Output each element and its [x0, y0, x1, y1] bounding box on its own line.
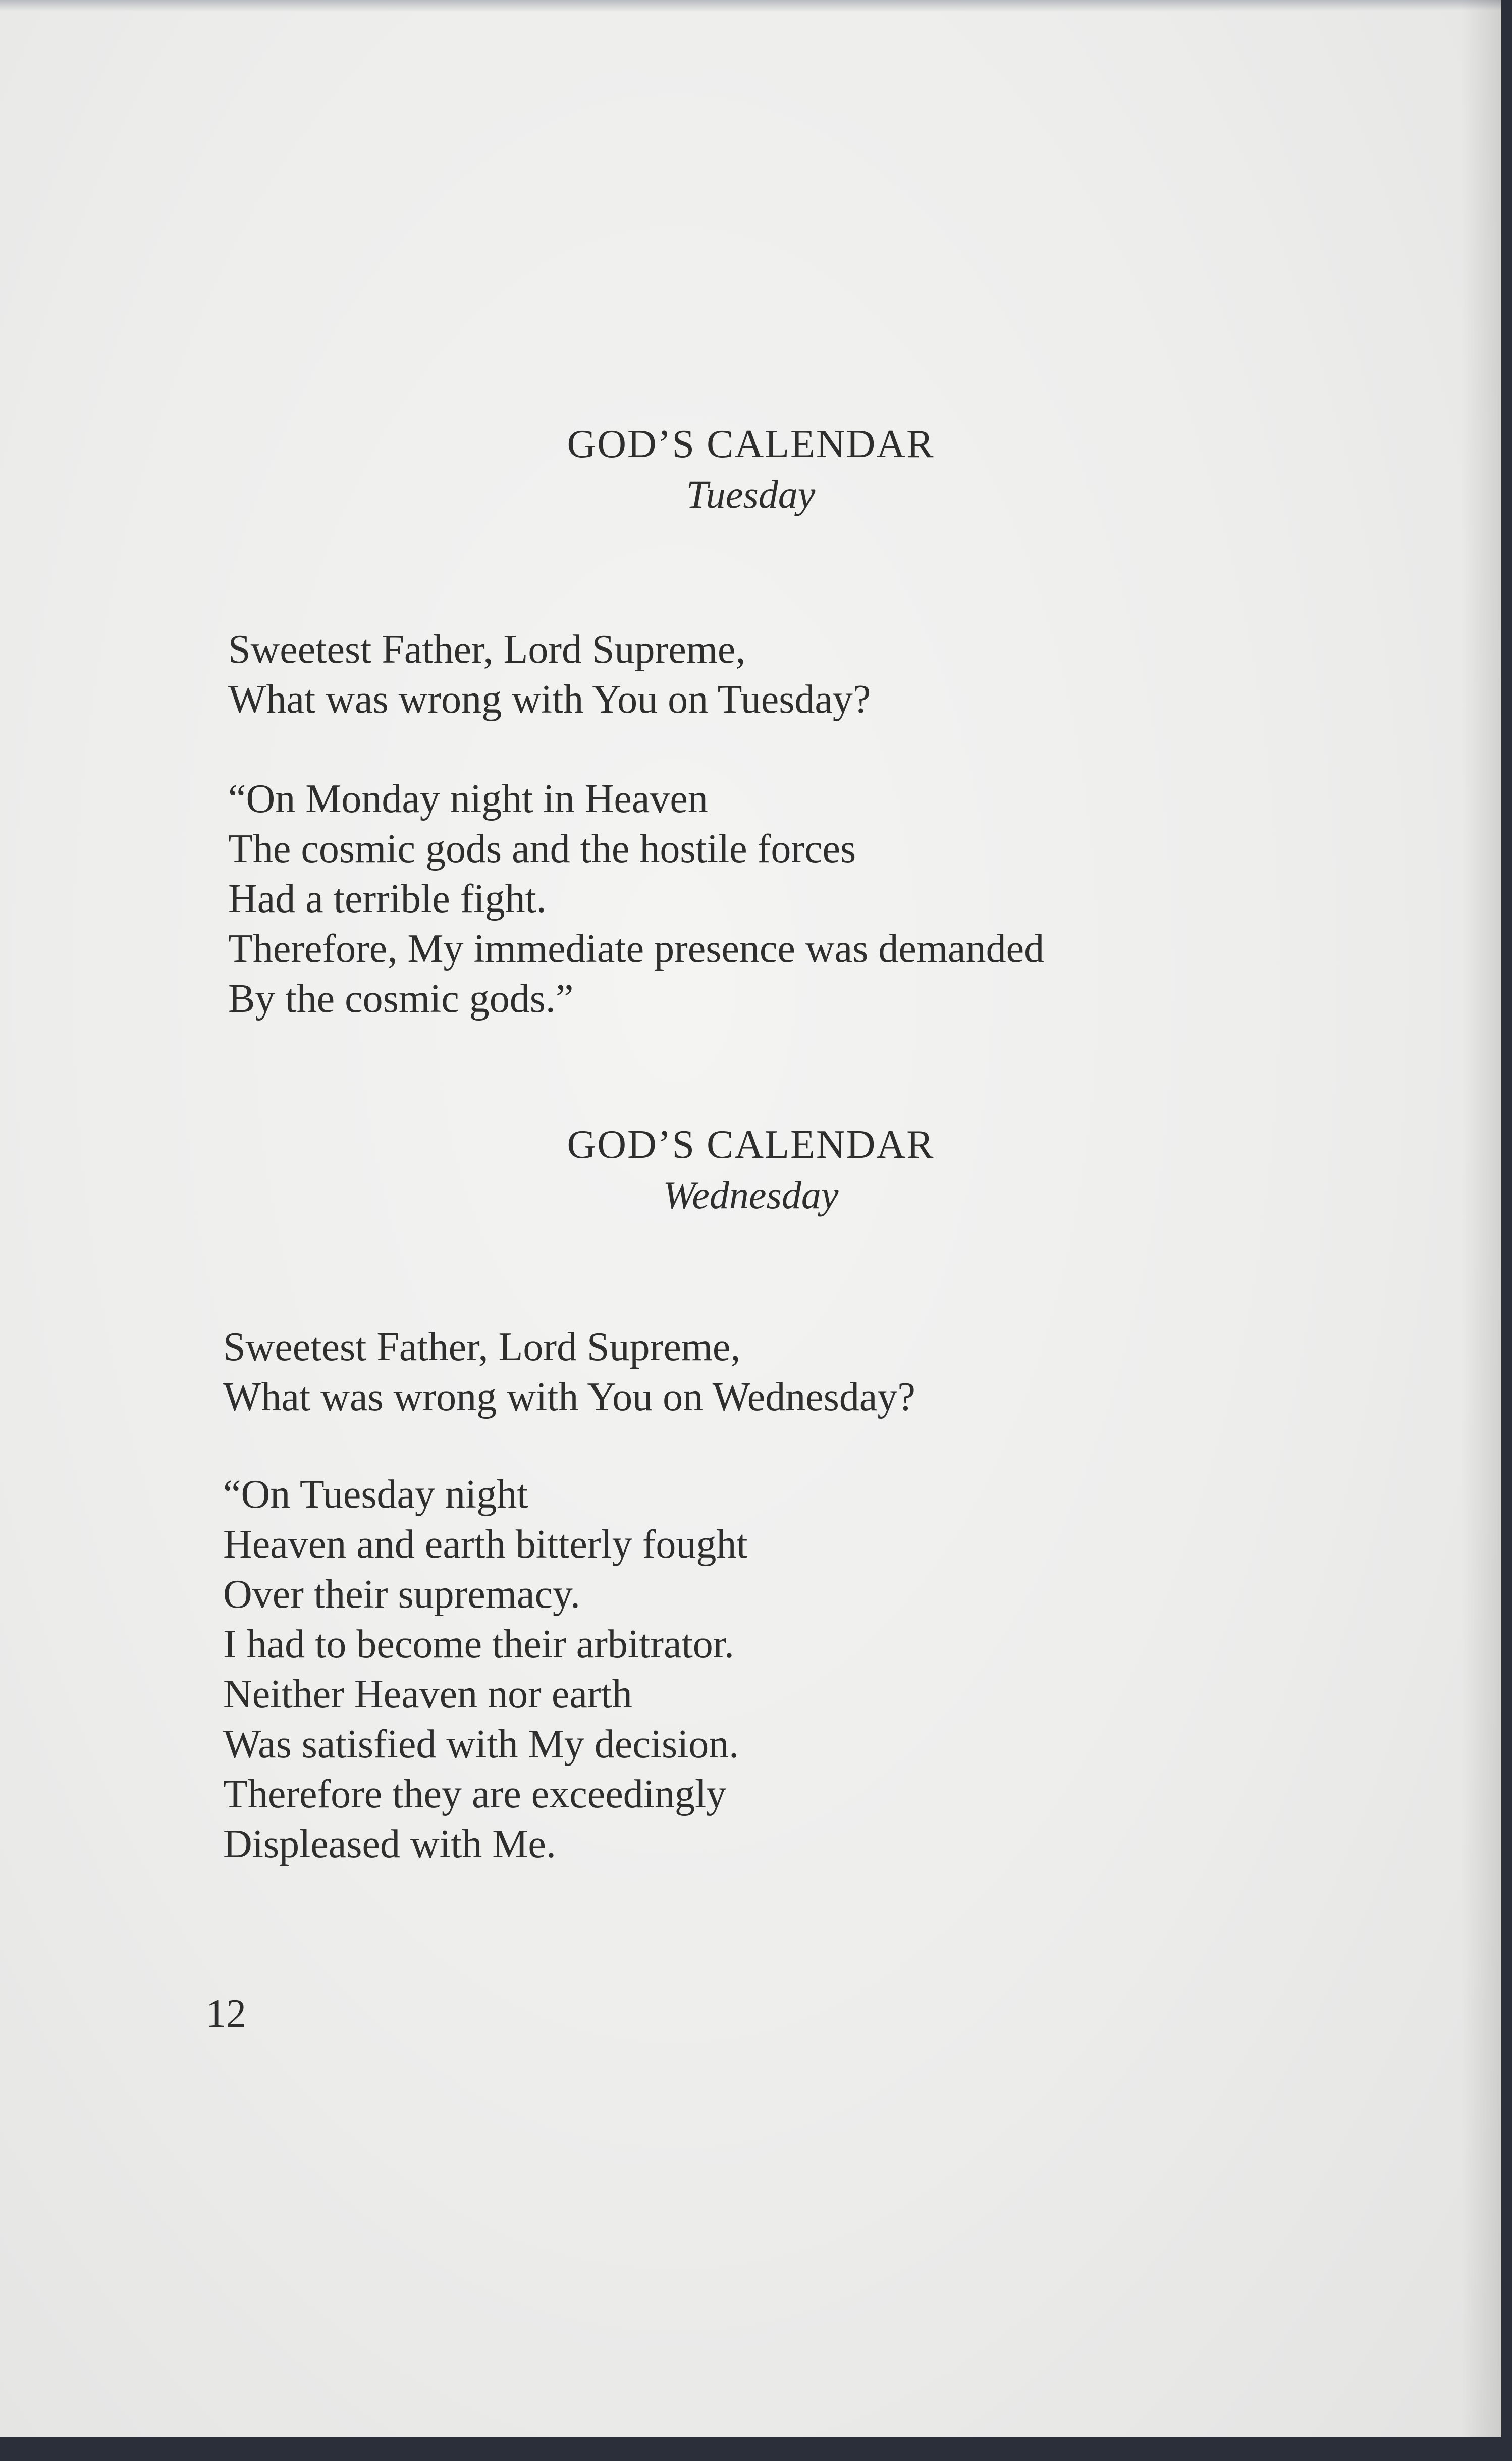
poem-day-subtitle: Wednesday	[663, 1173, 839, 1217]
poem-line: Over their supremacy.	[223, 1572, 580, 1617]
poem-line: Therefore, My immediate presence was demanded	[228, 927, 1045, 971]
poem-line: By the cosmic gods.”	[228, 977, 574, 1021]
poem-title: GOD’S CALENDAR	[567, 422, 935, 466]
poem-line: Had a terrible fight.	[228, 877, 547, 921]
poem-line: Sweetest Father, Lord Supreme,	[228, 627, 746, 672]
poem-line: “On Tuesday night	[223, 1472, 528, 1517]
poem-line: Neither Heaven nor earth	[223, 1672, 632, 1717]
poem-line: I had to become their arbitrator.	[223, 1622, 734, 1667]
poem-wednesday-heading	[0, 1119, 1501, 1220]
poem-line: Heaven and earth bitterly fought	[223, 1522, 748, 1567]
poem-tuesday-heading	[0, 419, 1501, 520]
poem-line: Was satisfied with My decision.	[223, 1722, 739, 1767]
poem-line: What was wrong with You on Wednesday?	[223, 1375, 915, 1419]
poem-line: Displeased with Me.	[223, 1822, 556, 1866]
poem-wednesday-stanza-2	[223, 1470, 748, 1869]
poem-line: The cosmic gods and the hostile forces	[228, 827, 856, 871]
page-number: 12	[206, 1992, 246, 2036]
poem-line: “On Monday night in Heaven	[228, 777, 708, 821]
page-top-edge	[0, 0, 1501, 11]
poem-title: GOD’S CALENDAR	[567, 1122, 935, 1167]
poem-line: Therefore they are exceedingly	[223, 1772, 727, 1816]
poem-wednesday-stanza-1	[223, 1322, 915, 1422]
poem-day-subtitle: Tuesday	[686, 472, 816, 516]
poem-tuesday-stanza-2	[228, 774, 1044, 1024]
poem-tuesday-stanza-1	[228, 625, 871, 725]
poem-line: What was wrong with You on Tuesday?	[228, 677, 871, 722]
poem-line: Sweetest Father, Lord Supreme,	[223, 1325, 741, 1369]
